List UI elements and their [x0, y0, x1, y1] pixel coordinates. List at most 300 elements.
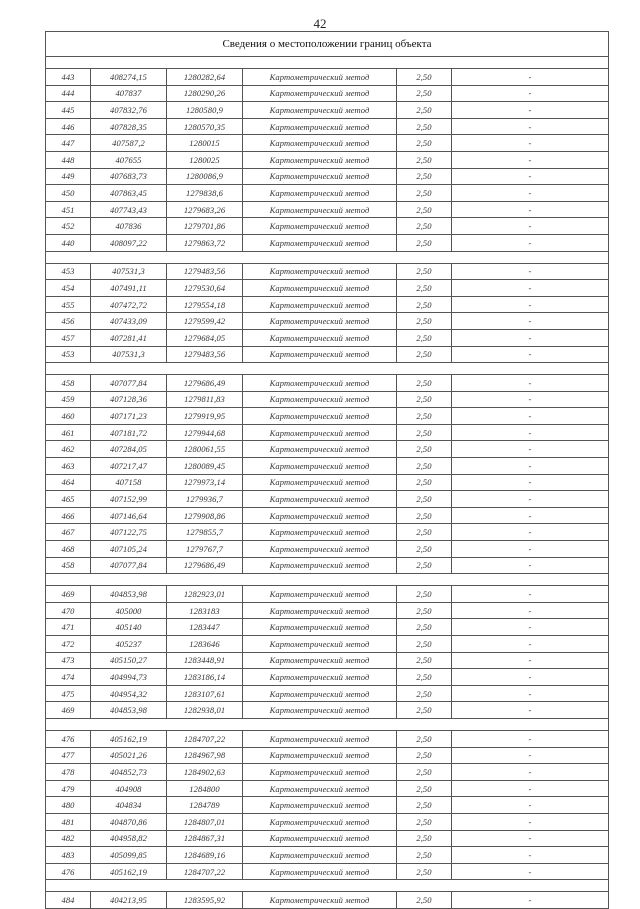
- table-row: [46, 296, 609, 313]
- description-cell: -: [452, 135, 609, 152]
- x-coordinate-cell: 405000: [91, 602, 167, 619]
- table-row: [46, 813, 609, 830]
- x-coordinate-cell: 404908: [91, 780, 167, 797]
- y-coordinate-cell: 1283186,14: [167, 669, 243, 686]
- y-coordinate-cell: 1279686,49: [167, 375, 243, 392]
- point-number-cell: 468: [46, 541, 91, 558]
- accuracy-cell: 2,50: [397, 702, 452, 719]
- accuracy-cell: 2,50: [397, 813, 452, 830]
- y-coordinate-cell: 1279863,72: [167, 234, 243, 251]
- method-cell: Картометрический метод: [243, 408, 397, 425]
- table-row: [46, 636, 609, 653]
- y-coordinate-cell: 1282938,01: [167, 702, 243, 719]
- description-cell: -: [452, 474, 609, 491]
- y-coordinate-cell: 1282923,01: [167, 586, 243, 603]
- y-coordinate-cell: 1279767,7: [167, 541, 243, 558]
- point-number-cell: 463: [46, 458, 91, 475]
- table-row: [46, 329, 609, 346]
- method-cell: Картометрический метод: [243, 69, 397, 86]
- accuracy-cell: 2,50: [397, 234, 452, 251]
- point-number-cell: 462: [46, 441, 91, 458]
- description-cell: -: [452, 424, 609, 441]
- table-row: [46, 135, 609, 152]
- table-row: [46, 218, 609, 235]
- table-row: [46, 346, 609, 363]
- x-coordinate-cell: 407122,75: [91, 524, 167, 541]
- description-cell: -: [452, 730, 609, 747]
- accuracy-cell: 2,50: [397, 780, 452, 797]
- point-number-cell: 440: [46, 234, 91, 251]
- description-cell: -: [452, 296, 609, 313]
- accuracy-cell: 2,50: [397, 507, 452, 524]
- description-cell: -: [452, 747, 609, 764]
- table-row: [46, 602, 609, 619]
- description-cell: -: [452, 541, 609, 558]
- description-cell: -: [452, 346, 609, 363]
- x-coordinate-cell: 405021,26: [91, 747, 167, 764]
- table-row: [46, 185, 609, 202]
- accuracy-cell: 2,50: [397, 636, 452, 653]
- point-number-cell: 464: [46, 474, 91, 491]
- y-coordinate-cell: 1279483,56: [167, 263, 243, 280]
- description-cell: -: [452, 408, 609, 425]
- point-number-cell: 482: [46, 830, 91, 847]
- y-coordinate-cell: 1279701,86: [167, 218, 243, 235]
- method-cell: Картометрический метод: [243, 797, 397, 814]
- point-number-cell: 461: [46, 424, 91, 441]
- method-cell: Картометрический метод: [243, 669, 397, 686]
- table-row: [46, 780, 609, 797]
- method-cell: Картометрический метод: [243, 441, 397, 458]
- table-row: [46, 652, 609, 669]
- table-row: [46, 507, 609, 524]
- y-coordinate-cell: 1279483,56: [167, 346, 243, 363]
- y-coordinate-cell: 1279855,7: [167, 524, 243, 541]
- accuracy-cell: 2,50: [397, 586, 452, 603]
- method-cell: Картометрический метод: [243, 296, 397, 313]
- description-cell: -: [452, 234, 609, 251]
- point-number-cell: 445: [46, 102, 91, 119]
- point-number-cell: 477: [46, 747, 91, 764]
- separator-cell: [46, 574, 609, 586]
- accuracy-cell: 2,50: [397, 491, 452, 508]
- x-coordinate-cell: 407284,05: [91, 441, 167, 458]
- method-cell: Картометрический метод: [243, 234, 397, 251]
- description-cell: -: [452, 218, 609, 235]
- y-coordinate-cell: 1279973,14: [167, 474, 243, 491]
- table-row: [46, 168, 609, 185]
- table-row: [46, 586, 609, 603]
- method-cell: Картометрический метод: [243, 764, 397, 781]
- point-number-cell: 465: [46, 491, 91, 508]
- table-row: [46, 151, 609, 168]
- y-coordinate-cell: 1280570,35: [167, 118, 243, 135]
- method-cell: Картометрический метод: [243, 85, 397, 102]
- accuracy-cell: 2,50: [397, 669, 452, 686]
- x-coordinate-cell: 407181,72: [91, 424, 167, 441]
- accuracy-cell: 2,50: [397, 218, 452, 235]
- x-coordinate-cell: 407828,35: [91, 118, 167, 135]
- separator-cell: [46, 718, 609, 730]
- table-row: [46, 69, 609, 86]
- point-number-cell: 448: [46, 151, 91, 168]
- point-number-cell: 455: [46, 296, 91, 313]
- y-coordinate-cell: 1279936,7: [167, 491, 243, 508]
- accuracy-cell: 2,50: [397, 346, 452, 363]
- y-coordinate-cell: 1280086,9: [167, 168, 243, 185]
- accuracy-cell: 2,50: [397, 185, 452, 202]
- point-number-cell: 480: [46, 797, 91, 814]
- accuracy-cell: 2,50: [397, 102, 452, 119]
- point-number-cell: 469: [46, 702, 91, 719]
- y-coordinate-cell: 1283448,91: [167, 652, 243, 669]
- y-coordinate-cell: 1279811,83: [167, 391, 243, 408]
- boundary-coordinates-table: [45, 31, 609, 909]
- description-cell: -: [452, 652, 609, 669]
- x-coordinate-cell: 404958,82: [91, 830, 167, 847]
- description-cell: -: [452, 168, 609, 185]
- accuracy-cell: 2,50: [397, 685, 452, 702]
- y-coordinate-cell: 1279684,05: [167, 329, 243, 346]
- description-cell: -: [452, 669, 609, 686]
- point-number-cell: 458: [46, 375, 91, 392]
- x-coordinate-cell: 405099,85: [91, 847, 167, 864]
- method-cell: Картометрический метод: [243, 201, 397, 218]
- x-coordinate-cell: 407863,45: [91, 185, 167, 202]
- x-coordinate-cell: 407077,84: [91, 557, 167, 574]
- point-number-cell: 467: [46, 524, 91, 541]
- table-row: [46, 892, 609, 909]
- table-row: [46, 797, 609, 814]
- y-coordinate-cell: 1284902,63: [167, 764, 243, 781]
- method-cell: Картометрический метод: [243, 586, 397, 603]
- x-coordinate-cell: 408274,15: [91, 69, 167, 86]
- x-coordinate-cell: 404954,32: [91, 685, 167, 702]
- y-coordinate-cell: 1280015: [167, 135, 243, 152]
- method-cell: Картометрический метод: [243, 652, 397, 669]
- description-cell: -: [452, 557, 609, 574]
- point-number-cell: 454: [46, 280, 91, 297]
- page-number: 42: [313, 16, 327, 31]
- table-row: [46, 280, 609, 297]
- x-coordinate-cell: 407837: [91, 85, 167, 102]
- method-cell: Картометрический метод: [243, 102, 397, 119]
- group-separator-row: [46, 574, 609, 586]
- x-coordinate-cell: 405150,27: [91, 652, 167, 669]
- accuracy-cell: 2,50: [397, 329, 452, 346]
- y-coordinate-cell: 1283107,61: [167, 685, 243, 702]
- x-coordinate-cell: 405140: [91, 619, 167, 636]
- x-coordinate-cell: 407683,73: [91, 168, 167, 185]
- x-coordinate-cell: 405237: [91, 636, 167, 653]
- x-coordinate-cell: 404834: [91, 797, 167, 814]
- x-coordinate-cell: 408097,22: [91, 234, 167, 251]
- y-coordinate-cell: 1280025: [167, 151, 243, 168]
- table-row: [46, 863, 609, 880]
- method-cell: Картометрический метод: [243, 168, 397, 185]
- accuracy-cell: 2,50: [397, 797, 452, 814]
- description-cell: -: [452, 507, 609, 524]
- x-coordinate-cell: 407743,43: [91, 201, 167, 218]
- accuracy-cell: 2,50: [397, 602, 452, 619]
- method-cell: Картометрический метод: [243, 730, 397, 747]
- y-coordinate-cell: 1280290,26: [167, 85, 243, 102]
- x-coordinate-cell: 407171,23: [91, 408, 167, 425]
- description-cell: -: [452, 619, 609, 636]
- method-cell: Картометрический метод: [243, 541, 397, 558]
- point-number-cell: 449: [46, 168, 91, 185]
- method-cell: Картометрический метод: [243, 747, 397, 764]
- accuracy-cell: 2,50: [397, 118, 452, 135]
- accuracy-cell: 2,50: [397, 619, 452, 636]
- method-cell: Картометрический метод: [243, 185, 397, 202]
- y-coordinate-cell: 1279683,26: [167, 201, 243, 218]
- accuracy-cell: 2,50: [397, 830, 452, 847]
- table-row: [46, 375, 609, 392]
- point-number-cell: 458: [46, 557, 91, 574]
- table-row: [46, 263, 609, 280]
- accuracy-cell: 2,50: [397, 847, 452, 864]
- accuracy-cell: 2,50: [397, 151, 452, 168]
- table-row: [46, 847, 609, 864]
- x-coordinate-cell: 405162,19: [91, 863, 167, 880]
- x-coordinate-cell: 407491,11: [91, 280, 167, 297]
- method-cell: Картометрический метод: [243, 424, 397, 441]
- point-number-cell: 473: [46, 652, 91, 669]
- description-cell: -: [452, 69, 609, 86]
- description-cell: -: [452, 780, 609, 797]
- point-number-cell: 444: [46, 85, 91, 102]
- point-number-cell: 450: [46, 185, 91, 202]
- description-cell: -: [452, 280, 609, 297]
- description-cell: -: [452, 702, 609, 719]
- description-cell: -: [452, 586, 609, 603]
- accuracy-cell: 2,50: [397, 458, 452, 475]
- point-number-cell: 456: [46, 313, 91, 330]
- group-separator-row: [46, 880, 609, 892]
- point-number-cell: 459: [46, 391, 91, 408]
- method-cell: Картометрический метод: [243, 263, 397, 280]
- table-row: [46, 619, 609, 636]
- point-number-cell: 476: [46, 863, 91, 880]
- description-cell: -: [452, 458, 609, 475]
- method-cell: Картометрический метод: [243, 557, 397, 574]
- description-cell: -: [452, 764, 609, 781]
- group-separator-row: [46, 718, 609, 730]
- table-row: [46, 474, 609, 491]
- x-coordinate-cell: 407531,3: [91, 346, 167, 363]
- point-number-cell: 447: [46, 135, 91, 152]
- y-coordinate-cell: 1279838,6: [167, 185, 243, 202]
- description-cell: -: [452, 685, 609, 702]
- table-row: [46, 730, 609, 747]
- x-coordinate-cell: 404853,98: [91, 586, 167, 603]
- description-cell: -: [452, 201, 609, 218]
- method-cell: Картометрический метод: [243, 135, 397, 152]
- y-coordinate-cell: 1284707,22: [167, 730, 243, 747]
- y-coordinate-cell: 1279919,95: [167, 408, 243, 425]
- accuracy-cell: 2,50: [397, 135, 452, 152]
- method-cell: Картометрический метод: [243, 892, 397, 909]
- x-coordinate-cell: 404994,73: [91, 669, 167, 686]
- accuracy-cell: 2,50: [397, 863, 452, 880]
- description-cell: -: [452, 863, 609, 880]
- description-cell: -: [452, 313, 609, 330]
- x-coordinate-cell: 404853,98: [91, 702, 167, 719]
- point-number-cell: 484: [46, 892, 91, 909]
- table-row: [46, 408, 609, 425]
- x-coordinate-cell: 404213,95: [91, 892, 167, 909]
- point-number-cell: 451: [46, 201, 91, 218]
- x-coordinate-cell: 407531,3: [91, 263, 167, 280]
- y-coordinate-cell: 1279530,64: [167, 280, 243, 297]
- x-coordinate-cell: 407587,2: [91, 135, 167, 152]
- table-row: [46, 441, 609, 458]
- accuracy-cell: 2,50: [397, 296, 452, 313]
- description-cell: -: [452, 263, 609, 280]
- method-cell: Картометрический метод: [243, 151, 397, 168]
- table-row: [46, 541, 609, 558]
- x-coordinate-cell: 405162,19: [91, 730, 167, 747]
- point-number-cell: 475: [46, 685, 91, 702]
- table-row: [46, 313, 609, 330]
- method-cell: Картометрический метод: [243, 491, 397, 508]
- y-coordinate-cell: 1280061,55: [167, 441, 243, 458]
- accuracy-cell: 2,50: [397, 313, 452, 330]
- x-coordinate-cell: 407836: [91, 218, 167, 235]
- table-row: [46, 424, 609, 441]
- description-cell: -: [452, 636, 609, 653]
- description-cell: -: [452, 830, 609, 847]
- point-number-cell: 481: [46, 813, 91, 830]
- description-cell: -: [452, 391, 609, 408]
- method-cell: Картометрический метод: [243, 329, 397, 346]
- description-cell: -: [452, 118, 609, 135]
- table-row: [46, 702, 609, 719]
- x-coordinate-cell: 407077,84: [91, 375, 167, 392]
- group-separator-row: [46, 363, 609, 375]
- y-coordinate-cell: 1283183: [167, 602, 243, 619]
- y-coordinate-cell: 1284689,16: [167, 847, 243, 864]
- x-coordinate-cell: 407158: [91, 474, 167, 491]
- boundary-table-sheet: [45, 31, 608, 909]
- point-number-cell: 483: [46, 847, 91, 864]
- table-row: [46, 201, 609, 218]
- method-cell: Картометрический метод: [243, 619, 397, 636]
- y-coordinate-cell: 1284867,31: [167, 830, 243, 847]
- description-cell: -: [452, 441, 609, 458]
- y-coordinate-cell: 1279599,42: [167, 313, 243, 330]
- accuracy-cell: 2,50: [397, 474, 452, 491]
- method-cell: Картометрический метод: [243, 602, 397, 619]
- method-cell: Картометрический метод: [243, 375, 397, 392]
- method-cell: Картометрический метод: [243, 458, 397, 475]
- method-cell: Картометрический метод: [243, 218, 397, 235]
- point-number-cell: 460: [46, 408, 91, 425]
- accuracy-cell: 2,50: [397, 424, 452, 441]
- accuracy-cell: 2,50: [397, 541, 452, 558]
- method-cell: Картометрический метод: [243, 863, 397, 880]
- separator-cell: [46, 363, 609, 375]
- description-cell: -: [452, 524, 609, 541]
- y-coordinate-cell: 1279554,18: [167, 296, 243, 313]
- accuracy-cell: 2,50: [397, 168, 452, 185]
- description-cell: -: [452, 102, 609, 119]
- point-number-cell: 476: [46, 730, 91, 747]
- table-header-row: [46, 32, 609, 57]
- accuracy-cell: 2,50: [397, 730, 452, 747]
- table-row: [46, 764, 609, 781]
- table-row: [46, 557, 609, 574]
- description-cell: -: [452, 892, 609, 909]
- table-row: [46, 458, 609, 475]
- table-row: [46, 102, 609, 119]
- method-cell: Картометрический метод: [243, 313, 397, 330]
- y-coordinate-cell: 1284707,22: [167, 863, 243, 880]
- x-coordinate-cell: 404852,73: [91, 764, 167, 781]
- method-cell: Картометрический метод: [243, 813, 397, 830]
- method-cell: Картометрический метод: [243, 346, 397, 363]
- accuracy-cell: 2,50: [397, 280, 452, 297]
- y-coordinate-cell: 1279686,49: [167, 557, 243, 574]
- description-cell: -: [452, 797, 609, 814]
- method-cell: Картометрический метод: [243, 507, 397, 524]
- y-coordinate-cell: 1280580,9: [167, 102, 243, 119]
- description-cell: -: [452, 847, 609, 864]
- accuracy-cell: 2,50: [397, 524, 452, 541]
- table-row: [46, 685, 609, 702]
- y-coordinate-cell: 1284800: [167, 780, 243, 797]
- point-number-cell: 453: [46, 263, 91, 280]
- point-number-cell: 457: [46, 329, 91, 346]
- point-number-cell: 452: [46, 218, 91, 235]
- method-cell: Картометрический метод: [243, 702, 397, 719]
- y-coordinate-cell: 1280282,64: [167, 69, 243, 86]
- accuracy-cell: 2,50: [397, 892, 452, 909]
- point-number-cell: 453: [46, 346, 91, 363]
- accuracy-cell: 2,50: [397, 764, 452, 781]
- x-coordinate-cell: 407832,76: [91, 102, 167, 119]
- description-cell: -: [452, 602, 609, 619]
- point-number-cell: 471: [46, 619, 91, 636]
- accuracy-cell: 2,50: [397, 391, 452, 408]
- x-coordinate-cell: 407655: [91, 151, 167, 168]
- point-number-cell: 466: [46, 507, 91, 524]
- x-coordinate-cell: 407128,36: [91, 391, 167, 408]
- table-row: [46, 234, 609, 251]
- accuracy-cell: 2,50: [397, 408, 452, 425]
- description-cell: -: [452, 151, 609, 168]
- x-coordinate-cell: 407152,99: [91, 491, 167, 508]
- method-cell: Картометрический метод: [243, 118, 397, 135]
- method-cell: Картометрический метод: [243, 636, 397, 653]
- accuracy-cell: 2,50: [397, 652, 452, 669]
- description-cell: -: [452, 813, 609, 830]
- y-coordinate-cell: 1280089,45: [167, 458, 243, 475]
- x-coordinate-cell: 407217,47: [91, 458, 167, 475]
- point-number-cell: 472: [46, 636, 91, 653]
- accuracy-cell: 2,50: [397, 441, 452, 458]
- method-cell: Картометрический метод: [243, 847, 397, 864]
- accuracy-cell: 2,50: [397, 85, 452, 102]
- method-cell: Картометрический метод: [243, 391, 397, 408]
- table-row: [46, 118, 609, 135]
- description-cell: -: [452, 85, 609, 102]
- accuracy-cell: 2,50: [397, 263, 452, 280]
- y-coordinate-cell: 1284967,98: [167, 747, 243, 764]
- x-coordinate-cell: 407433,09: [91, 313, 167, 330]
- x-coordinate-cell: 407281,41: [91, 329, 167, 346]
